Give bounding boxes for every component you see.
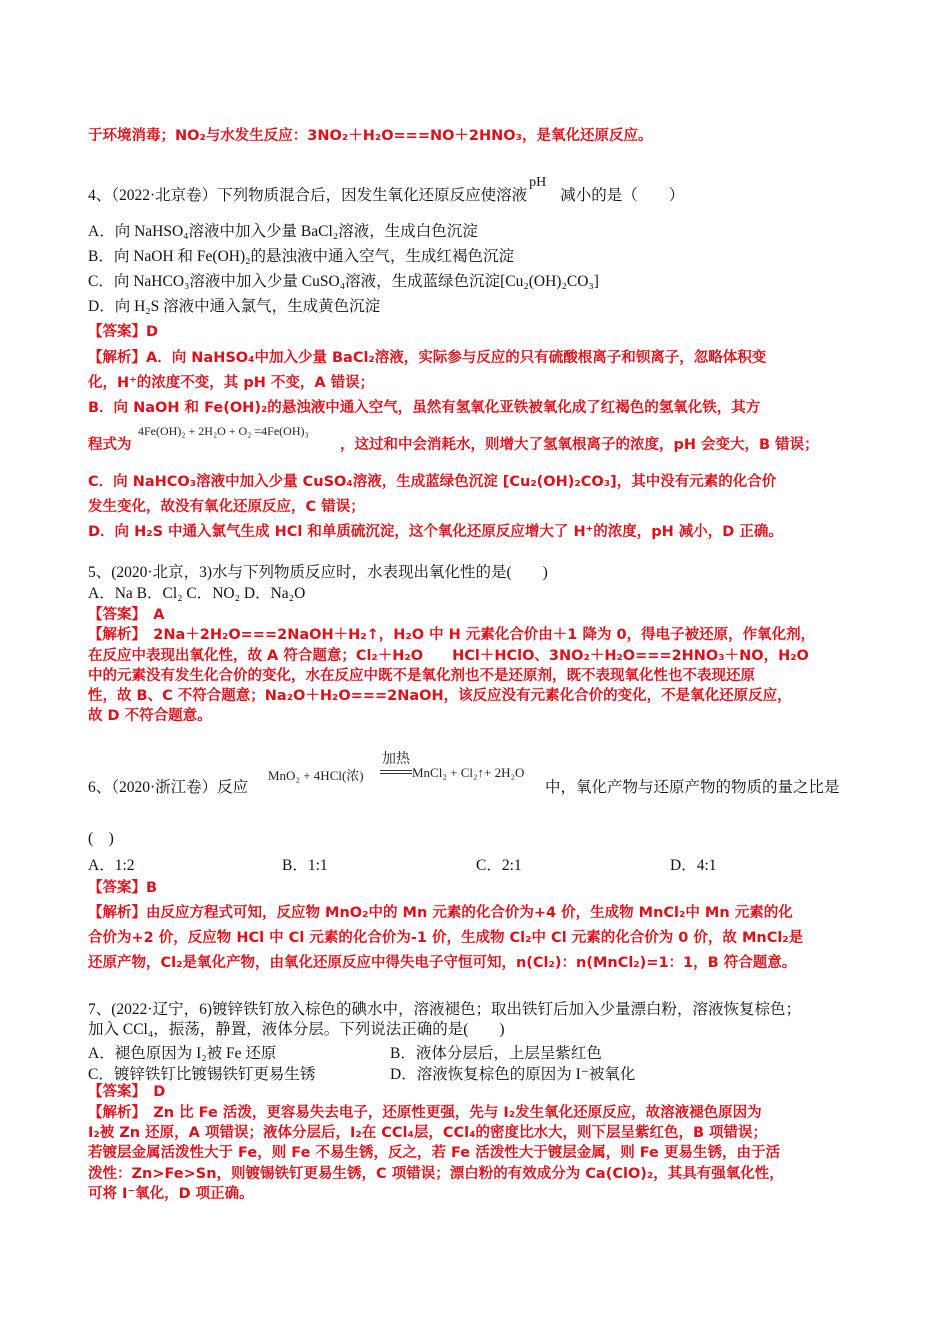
q7-analysis-line: 【解析】 Zn 比 Fe 活泼，更容易失去电子，还原性更强，先与 I₂发生氧化还原反应，故溶液褪色原因为	[88, 1105, 762, 1121]
q7-analysis-line: 可将 I⁻氧化，D 项正确。	[88, 1186, 254, 1202]
q6-equation-right: MnCl₂ + Cl₂↑+ 2H₂O	[412, 765, 525, 780]
q6-option-c: C．2:1	[476, 857, 522, 874]
q4-equation: 4Fe(OH)₂ + 2H₂O + O₂ =4Fe(OH)₃	[138, 424, 309, 438]
q7-option-c: C．镀锌铁钉比镀锡铁钉更易生锈	[88, 1066, 316, 1083]
q6-stem-after: 中，氧化产物与还原产物的物质的量之比是	[545, 779, 840, 796]
q6-paren: ( )	[88, 830, 114, 847]
q4-analysis-line: ，这过和中会消耗水，则增大了氢氧根离子的浓度，pH 会变大，B 错误；	[340, 437, 819, 453]
q5-options: A．Na B．Cl₂ C．NO₂ D．Na₂O	[88, 585, 306, 602]
q7-stem-line: 7、(2022·辽宁，6)镀锌铁钉放入棕色的碘水中，溶液褪色；取出铁钉后加入少量漂白粉，溶液恢复棕色；	[88, 1001, 801, 1018]
q6-analysis-line: 【解析】由反应方程式可知，反应物 MnO₂中的 Mn 元素的化合价为+4 价，生成物 MnCl₂中 Mn 元素的化	[88, 905, 793, 921]
q6-equation-condition: 加热	[382, 752, 410, 767]
q4-stem-after: 减小的是（ ）	[560, 187, 685, 204]
q7-option-d: D．溶液恢复棕色的原因为 I⁻被氧化	[390, 1066, 636, 1083]
q5-analysis-line: 故 D 不符合题意。	[88, 708, 212, 724]
q5-answer: 【答案】 A	[88, 607, 165, 623]
q5-stem: 5、(2020·北京，3)水与下列物质反应时，水表现出氧化性的是( )	[88, 564, 548, 581]
q4-analysis-line: B．向 NaOH 和 Fe(OH)₂的悬浊液中通入空气，虽然有氢氧化亚铁被氧化成了红褐色的氢氧化铁，其方	[88, 400, 761, 416]
q6-stem-before: 6、（2020·浙江卷）反应	[88, 779, 249, 796]
q6-analysis-line: 合价为+2 价，反应物 HCl 中 Cl 元素的化合价为-1 价，生成物 Cl₂中 Cl 元素的化合价为 0 价，故 MnCl₂是	[88, 930, 804, 946]
q7-stem-line: 加入 CCl₄，振荡，静置，液体分层。下列说法正确的是( )	[88, 1021, 505, 1038]
q7-analysis-line: 泼性：Zn>Fe>Sn，则镀锡铁钉更易生锈，C 项错误；漂白粉的有效成分为 Ca(ClO)₂，其具有强氧化性，	[88, 1166, 784, 1182]
q4-analysis-line: D．向 H₂S 中通入氯气生成 HCl 和单质硫沉淀，这个氧化还原反应增大了 H⁺的浓度，pH 减小，D 正确。	[88, 524, 783, 540]
q5-analysis-line: 中的元素没有发生化合价的变化，水在反应中既不是氧化剂也不是还原剂，既不表现氧化性也不表现还原	[88, 668, 755, 684]
q5-analysis-line: 【解析】 2Na＋2H₂O===2NaOH＋H₂↑，H₂O 中 H 元素化合价由＋1 降为 0，得电子被还原，作氧化剂，	[88, 627, 816, 643]
intro-line: 于环境消毒；NO₂与水发生反应：3NO₂＋H₂O===NO＋2HNO₃，是氧化还原反应。	[88, 128, 653, 144]
q4-stem	[88, 175, 685, 207]
q7-option-b: B．液体分层后，上层呈紫红色	[390, 1045, 602, 1062]
q4-option-d: D．向 H₂S 溶液中通入氯气，生成黄色沉淀	[88, 298, 381, 315]
q4-analysis-line: 程式为	[88, 437, 132, 453]
q4-stem-before: 4、（2022·北京卷）下列物质混合后，因发生氧化还原反应使溶液	[88, 187, 528, 204]
q6-equation-left: MnO₂ + 4HCl(浓)	[268, 768, 364, 783]
q6-equation-arrow	[380, 770, 412, 774]
q4-analysis-line: C．向 NaHCO₃溶液中加入少量 CuSO₄溶液，生成蓝绿色沉淀 [Cu₂(OH)₂CO₃]，其中没有元素的化合价	[88, 474, 777, 490]
q4-ph-symbol: pH	[529, 175, 547, 190]
q4-analysis-line: 发生变化，故没有氧化还原反应，C 错误；	[88, 499, 365, 515]
q5-analysis-line: 性，故 B、C 不符合题意；Na₂O＋H₂O===2NaOH，该反应没有元素化合价的变化，不是氧化还原反应，	[88, 688, 792, 704]
q6-option-a: A．1:2	[88, 857, 135, 874]
q4-option-a: A．向 NaHSO₄溶液中加入少量 BaCl₂溶液，生成白色沉淀	[88, 223, 478, 240]
q5-analysis-line: 在反应中表现出氧化性，故 A 符合题意；Cl₂＋H₂O HCl＋HClO、3NO₂＋H₂O===2HNO₃＋NO，H₂O	[88, 648, 809, 664]
q6-option-b: B．1:1	[282, 857, 328, 874]
q4-analysis-line: 【解析】A．向 NaHSO₄中加入少量 BaCl₂溶液，实际参与反应的只有硫酸根离子和钡离子，忽略体积变	[88, 350, 767, 366]
q4-option-b: B．向 NaOH 和 Fe(OH)₂的悬浊液中通入空气，生成红褐色沉淀	[88, 248, 515, 265]
q4-option-c: C．向 NaHCO₃溶液中加入少量 CuSO₄溶液，生成蓝绿色沉淀[Cu₂(OH)₂CO₃]	[88, 273, 599, 290]
q6-answer: 【答案】B	[88, 880, 158, 896]
q7-answer: 【答案】 D	[88, 1084, 166, 1100]
q6-option-d: D．4:1	[670, 857, 717, 874]
q6-analysis-line: 还原产物，Cl₂是氧化产物，由氧化还原反应中得失电子守恒可知，n(Cl₂)：n(MnCl₂)=1：1，B 符合题意。	[88, 955, 797, 971]
q7-analysis-line: 若镀层金属活泼性大于 Fe，则 Fe 不易生锈，反之，若 Fe 活泼性大于镀层金属，则 Fe 更易生锈，由于活	[88, 1145, 780, 1161]
q4-answer: 【答案】D	[88, 324, 159, 340]
q7-analysis-line: I₂被 Zn 还原，A 项错误；液体分层后，I₂在 CCl₄层，CCl₄的密度比水大，则下层呈紫红色，B 项错误；	[88, 1125, 768, 1141]
q7-option-a: A．褪色原因为 I₂被 Fe 还原	[88, 1045, 277, 1062]
q4-analysis-line: 化，H⁺的浓度不变，其 pH 不变，A 错误；	[88, 375, 375, 391]
